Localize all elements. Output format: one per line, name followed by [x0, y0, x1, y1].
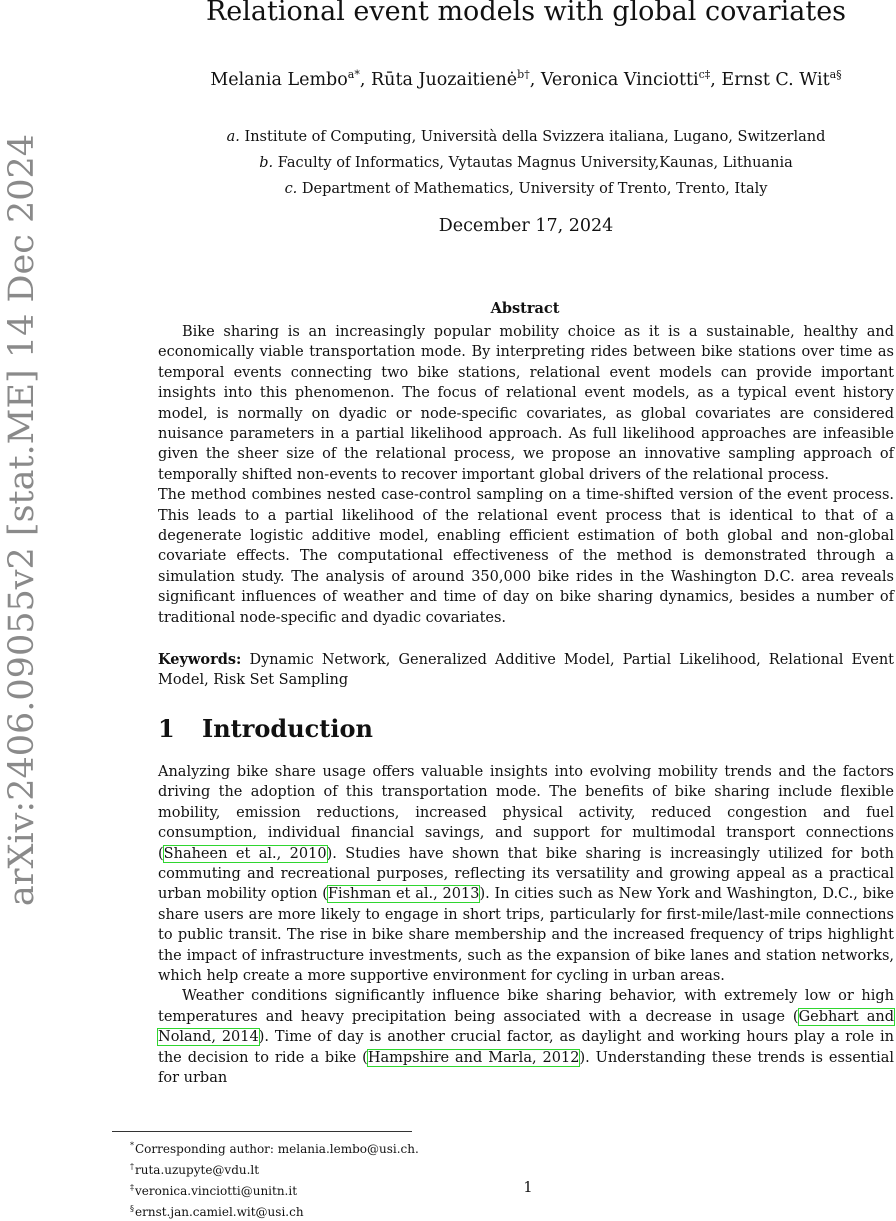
keywords-label: Keywords:: [158, 651, 242, 668]
citation-link[interactable]: Shaheen et al., 2010: [163, 845, 327, 862]
publication-date: December 17, 2024: [438, 216, 614, 236]
affiliation-item: [110, 124, 896, 150]
page-number: 1: [523, 1180, 533, 1196]
author-list: [110, 68, 896, 90]
affiliation-item: [110, 176, 896, 202]
citation-link[interactable]: Gebhart and Noland, 2014: [158, 1008, 894, 1046]
affiliation-label: a.: [226, 129, 240, 145]
citation-link[interactable]: Fishman et al., 2013: [327, 886, 480, 903]
introduction-body: [158, 762, 894, 1089]
author-mark: c‡: [698, 68, 711, 81]
footnote-mark: §: [130, 1204, 134, 1213]
affiliation-text: Faculty of Informatics, Vytautas Magnus University,Kaunas, Lithuania: [277, 155, 793, 171]
intro-text: ). Studies have shown that bike sharing is increasingly utilized for both commuting and recreational purposes, reflecting its versatility and growing appeal as a practical urban mobility option (: [158, 845, 894, 903]
author-separator: ,: [529, 70, 541, 90]
footnote-text: ruta.uzupyte@vdu.lt: [135, 1163, 260, 1177]
author-name: Ernst C. Wit: [721, 70, 830, 90]
affiliation-label: c.: [284, 181, 298, 197]
intro-text: Weather conditions significantly influence bike sharing behavior, with extremely low or high temperatures and heavy precipitation being associated with a decrease in usage (: [158, 988, 894, 1025]
footnote-item: [130, 1200, 730, 1221]
abstract-heading: Abstract: [490, 300, 560, 317]
footnote-item: [130, 1137, 730, 1158]
arxiv-side-stamp: [0, 133, 44, 907]
footnote-text: veronica.vinciotti@unitn.it: [135, 1184, 298, 1198]
section-heading: [158, 714, 373, 743]
affiliation-label: b.: [259, 155, 274, 171]
section-number: 1: [158, 714, 175, 743]
footnote-mark: ‡: [130, 1183, 134, 1192]
author-mark: a§: [829, 68, 842, 81]
keywords-text: Dynamic Network, Generalized Additive Model, Partial Likelihood, Relational Event Model, Risk Set Sampling: [158, 652, 894, 689]
footnote-list: [130, 1137, 730, 1221]
author-separator: ,: [359, 70, 371, 90]
citation-link[interactable]: Hampshire and Marla, 2012: [367, 1049, 580, 1066]
abstract-paragraph: Bike sharing is an increasingly popular mobility choice as it is a sustainable, healthy and economically viable transportation mode. By interpreting rides between bike stations over time as temporal events connecting two bike stations, relational event models can provide important insights into this phenomenon. The focus of relational event models, as a typical event history model, is normally on dyadic or node-specific covariates, as global covariates are considered nuisance parameters in a partial likelihood approach. As full likelihood approaches are infeasible given the sheer size of the relational process, we propose an innovative sampling approach of temporally shifted non-events to recover important global drivers of the relational process.: [158, 324, 894, 483]
intro-text: Analyzing bike share usage offers valuable insights into evolving mobility trends and the factors driving the adoption of this transportation mode. The benefits of bike sharing include flexible mobility, emission reductions, increased physical activity, reduced congestion and fuel consumption, individual financial savings, and support for multimodal transport connections (: [158, 764, 894, 862]
affiliation-list: [110, 124, 896, 202]
keywords: [158, 650, 894, 691]
intro-paragraph: [158, 986, 894, 1088]
affiliation-text: Institute of Computing, Università della Svizzera italiana, Lugano, Switzerland: [244, 129, 826, 145]
abstract-paragraph: The method combines nested case-control sampling on a time-shifted version of the event process. This leads to a partial likelihood of the relational event process that is identical to that of a degenerate logistic additive model, enabling efficient estimation of both global and non-global covariate effects. The computational effectiveness of the method is demonstrated through a simulation study. The analysis of around 350,000 bike rides in the Washington D.C. area reveals significant influences of weather and time of day on bike sharing dynamics, besides a number of traditional node-specific and dyadic covariates.: [158, 487, 894, 626]
author-name: Rūta Juozaitienė: [371, 70, 518, 90]
intro-text: ). Understanding these trends is essential for urban: [158, 1049, 895, 1087]
footnote-divider: [112, 1131, 412, 1132]
paper-title: Relational event models with global covariates: [205, 0, 847, 27]
abstract-body: [158, 322, 894, 628]
author-name: Melania Lembo: [210, 70, 348, 90]
section-title: Introduction: [202, 714, 373, 743]
footnote-mark: *: [130, 1141, 134, 1150]
footnote-mark: †: [130, 1162, 134, 1171]
author-mark: b†: [517, 68, 530, 81]
author-separator: ,: [710, 70, 722, 90]
footnote-item: [130, 1158, 730, 1179]
arxiv-identifier: arXiv:2406.09055v2 [stat.ME] 14 Dec 2024: [2, 133, 42, 907]
affiliation-item: [110, 150, 896, 176]
intro-text: ). In cities such as New York and Washington, D.C., bike share users are more likely to engage in short trips, particularly for first-mile/last-mile connections to public transit. The rise in bike share membership and the increased frequency of trips highlight the impact of infrastructure investments, such as the expansion of bike lanes and station networks, which help create a more supportive environment for cycling in urban areas.: [158, 886, 894, 985]
author-mark: a*: [347, 68, 360, 81]
footnote-text: Corresponding author: melania.lembo@usi.ch.: [135, 1142, 419, 1156]
intro-paragraph: [158, 762, 894, 986]
author-name: Veronica Vinciotti: [540, 70, 699, 90]
affiliation-text: Department of Mathematics, University of Trento, Trento, Italy: [301, 181, 768, 197]
footnote-text: ernst.jan.camiel.wit@usi.ch: [135, 1205, 304, 1219]
intro-text: ). Time of day is another crucial factor, as daylight and working hours play a role in the decision to ride a bike (: [158, 1029, 894, 1066]
